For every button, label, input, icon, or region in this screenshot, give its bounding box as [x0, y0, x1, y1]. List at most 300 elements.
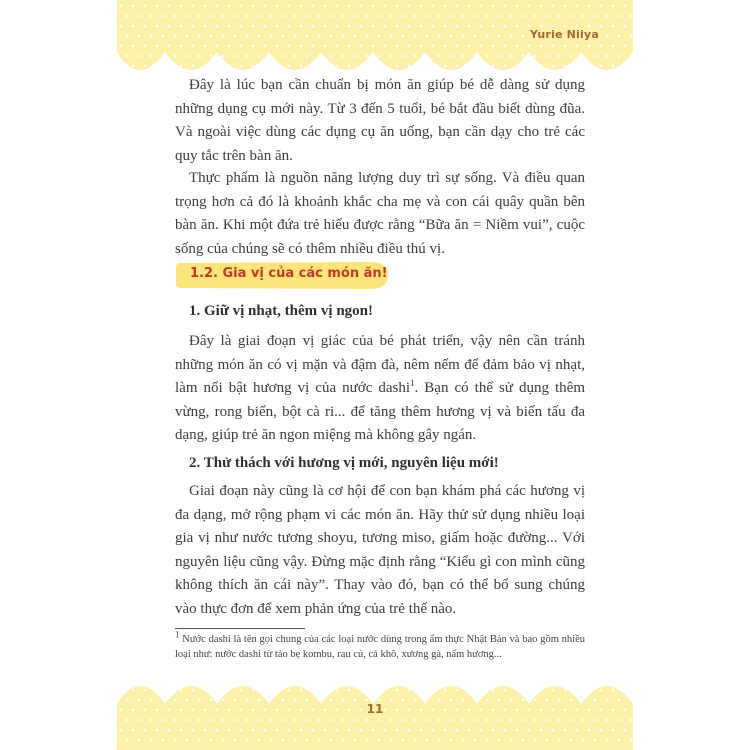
polka-dot	[390, 55, 393, 58]
polka-dot	[576, 45, 579, 48]
polka-dot	[264, 65, 267, 68]
polka-dot	[420, 65, 423, 68]
polka-dot	[312, 729, 315, 732]
polka-dot	[234, 35, 237, 38]
polka-dot	[384, 5, 387, 8]
polka-dot	[546, 739, 549, 742]
polka-dot	[402, 699, 405, 702]
polka-dot	[174, 35, 177, 38]
polka-dot	[174, 739, 177, 742]
polka-dot	[366, 55, 369, 58]
intro-paragraph-2: Thực phẩm là nguồn năng lượng duy trì sự sống. Và điều quan trọng hơn cả đó là khoảnh khắc cha mẹ và con cái quây quần bên bàn ăn. Khi một đứa trẻ hiểu được rằng “Bữa ăn = Niềm vui”, cuộc sống của chúng sẽ có thêm nhiều điều thú vị.	[175, 170, 585, 257]
polka-dot	[198, 15, 201, 18]
polka-dot	[438, 35, 441, 38]
polka-dot	[540, 689, 543, 692]
polka-dot	[462, 739, 465, 742]
polka-dot	[138, 739, 141, 742]
polka-dot	[276, 25, 279, 28]
polka-dot	[564, 729, 567, 732]
polka-dot	[612, 729, 615, 732]
polka-dot	[210, 739, 213, 742]
polka-dot	[300, 45, 303, 48]
polka-dot	[270, 15, 273, 18]
polka-dot	[318, 739, 321, 742]
polka-dot	[510, 739, 513, 742]
polka-dot	[408, 45, 411, 48]
polka-dot	[174, 55, 177, 58]
polka-dot	[552, 689, 555, 692]
polka-dot	[180, 65, 183, 68]
polka-dot	[570, 15, 573, 18]
polka-dot	[360, 5, 363, 8]
polka-dot	[534, 55, 537, 58]
polka-dot	[510, 719, 513, 722]
polka-dot	[144, 45, 147, 48]
bottom-decorative-band	[117, 684, 633, 750]
polka-dot	[420, 5, 423, 8]
polka-dot	[132, 689, 135, 692]
polka-dot	[258, 719, 261, 722]
polka-dot	[210, 15, 213, 18]
polka-dot	[564, 25, 567, 28]
polka-dot	[624, 729, 627, 732]
polka-dot	[306, 739, 309, 742]
polka-dot	[240, 25, 243, 28]
polka-dot	[204, 689, 207, 692]
polka-dot	[438, 739, 441, 742]
polka-dot	[222, 35, 225, 38]
polka-dot	[498, 15, 501, 18]
polka-dot	[552, 729, 555, 732]
polka-dot	[600, 65, 603, 68]
polka-dot	[582, 699, 585, 702]
polka-dot	[540, 65, 543, 68]
polka-dot	[276, 5, 279, 8]
polka-dot	[240, 729, 243, 732]
polka-dot	[216, 729, 219, 732]
polka-dot	[516, 729, 519, 732]
polka-dot	[216, 5, 219, 8]
footnote-text: Nước dashi là tên gọi chung của các loại nước dùng trong ẩm thực Nhật Bản và bao gồm nhiều loại như: nước dashi từ tảo bẹ kombu, rau củ, cá khô, xương gà, nấm hương...	[175, 634, 585, 660]
polka-dot	[618, 35, 621, 38]
polka-dot	[222, 55, 225, 58]
polka-dot	[210, 719, 213, 722]
polka-dot	[228, 689, 231, 692]
polka-dot	[312, 25, 315, 28]
polka-dot	[132, 25, 135, 28]
polka-dot	[288, 729, 291, 732]
polka-dot	[486, 699, 489, 702]
polka-dot	[210, 35, 213, 38]
polka-dot	[504, 45, 507, 48]
polka-dot	[630, 719, 633, 722]
polka-dot	[492, 689, 495, 692]
polka-dot	[180, 5, 183, 8]
polka-dot	[228, 5, 231, 8]
polka-dot	[120, 25, 123, 28]
polka-dot	[192, 729, 195, 732]
polka-dot	[354, 739, 357, 742]
polka-dot	[396, 25, 399, 28]
polka-dot	[222, 699, 225, 702]
polka-dot	[432, 65, 435, 68]
polka-dot	[234, 719, 237, 722]
polka-dot	[528, 5, 531, 8]
polka-dot	[312, 5, 315, 8]
author-name: Yurie Niiya	[529, 28, 599, 41]
polka-dot	[150, 35, 153, 38]
polka-dot	[282, 699, 285, 702]
polka-dot	[354, 55, 357, 58]
polka-dot	[552, 45, 555, 48]
polka-dot	[606, 719, 609, 722]
polka-dot	[306, 719, 309, 722]
polka-dot	[324, 689, 327, 692]
polka-dot	[126, 15, 129, 18]
polka-dot	[378, 35, 381, 38]
polka-dot	[516, 65, 519, 68]
polka-dot	[414, 35, 417, 38]
polka-dot	[210, 699, 213, 702]
polka-dot	[342, 719, 345, 722]
polka-dot	[516, 25, 519, 28]
polka-dot	[270, 55, 273, 58]
polka-dot	[444, 729, 447, 732]
polka-dot	[234, 15, 237, 18]
polka-dot	[168, 25, 171, 28]
subsection-1-text-end: . Bạn có thể sử dụng thêm vừng, rong biển, bột cà ri... để tăng thêm hương vị và biến tấu đa dạng, giúp trẻ ăn ngon miệng mà không gây ngán.	[175, 380, 585, 443]
polka-dot	[216, 689, 219, 692]
polka-dot	[162, 719, 165, 722]
polka-dot	[168, 729, 171, 732]
polka-dot	[120, 65, 123, 68]
polka-dot	[306, 15, 309, 18]
polka-dot	[396, 689, 399, 692]
polka-dot	[336, 729, 339, 732]
polka-dot	[366, 15, 369, 18]
polka-dot	[558, 719, 561, 722]
polka-dot	[168, 689, 171, 692]
polka-dot	[414, 699, 417, 702]
polka-dot	[180, 729, 183, 732]
polka-dot	[156, 689, 159, 692]
polka-dot	[318, 35, 321, 38]
polka-dot	[624, 65, 627, 68]
polka-dot	[408, 689, 411, 692]
polka-dot	[456, 729, 459, 732]
polka-dot	[150, 15, 153, 18]
polka-dot	[498, 35, 501, 38]
polka-dot	[462, 55, 465, 58]
polka-dot	[192, 65, 195, 68]
polka-dot	[204, 5, 207, 8]
polka-dot	[390, 739, 393, 742]
polka-dot	[582, 15, 585, 18]
polka-dot	[474, 699, 477, 702]
polka-dot	[420, 45, 423, 48]
polka-dot	[276, 689, 279, 692]
polka-dot	[486, 55, 489, 58]
polka-dot	[192, 25, 195, 28]
polka-dot	[360, 25, 363, 28]
polka-dot	[318, 15, 321, 18]
polka-dot	[570, 55, 573, 58]
polka-dot	[156, 45, 159, 48]
polka-dot	[276, 65, 279, 68]
polka-dot	[354, 15, 357, 18]
polka-dot	[396, 729, 399, 732]
polka-dot	[198, 55, 201, 58]
polka-dot	[618, 719, 621, 722]
polka-dot	[324, 729, 327, 732]
polka-dot	[444, 45, 447, 48]
polka-dot	[528, 689, 531, 692]
polka-dot	[324, 45, 327, 48]
polka-dot	[522, 55, 525, 58]
polka-dot	[612, 25, 615, 28]
polka-dot	[402, 739, 405, 742]
polka-dot	[288, 45, 291, 48]
polka-dot	[444, 25, 447, 28]
polka-dot	[384, 729, 387, 732]
polka-dot	[486, 719, 489, 722]
polka-dot	[420, 729, 423, 732]
polka-dot	[324, 5, 327, 8]
polka-dot	[588, 5, 591, 8]
polka-dot	[234, 739, 237, 742]
polka-dot	[300, 729, 303, 732]
polka-dot	[528, 729, 531, 732]
polka-dot	[234, 55, 237, 58]
polka-dot	[264, 5, 267, 8]
polka-dot	[456, 5, 459, 8]
polka-dot	[504, 65, 507, 68]
polka-dot	[282, 739, 285, 742]
polka-dot	[540, 5, 543, 8]
polka-dot	[402, 35, 405, 38]
polka-dot	[348, 5, 351, 8]
subsection-2-title: 2. Thử thách với hương vị mới, nguyên liệu mới!	[189, 455, 499, 471]
polka-dot	[264, 45, 267, 48]
polka-dot	[378, 739, 381, 742]
polka-dot	[486, 15, 489, 18]
polka-dot	[510, 15, 513, 18]
polka-dot	[372, 689, 375, 692]
polka-dot	[450, 15, 453, 18]
polka-dot	[378, 15, 381, 18]
polka-dot	[540, 729, 543, 732]
polka-dot	[132, 65, 135, 68]
polka-dot	[618, 739, 621, 742]
polka-dot	[366, 739, 369, 742]
polka-dot	[294, 739, 297, 742]
polka-dot	[150, 719, 153, 722]
polka-dot	[384, 45, 387, 48]
polka-dot	[186, 55, 189, 58]
subsection-1-title: 1. Giữ vị nhạt, thêm vị ngon!	[189, 303, 374, 319]
footnote-divider	[175, 628, 305, 629]
polka-dot	[306, 55, 309, 58]
polka-dot	[216, 65, 219, 68]
scalloped-band-bottom-graphic	[117, 684, 633, 750]
polka-dot	[120, 729, 123, 732]
polka-dot	[138, 35, 141, 38]
polka-dot	[192, 45, 195, 48]
polka-dot	[360, 729, 363, 732]
polka-dot	[534, 699, 537, 702]
polka-dot	[258, 699, 261, 702]
polka-dot	[384, 65, 387, 68]
polka-dot	[222, 719, 225, 722]
polka-dot	[240, 45, 243, 48]
polka-dot	[144, 25, 147, 28]
polka-dot	[162, 35, 165, 38]
polka-dot	[162, 739, 165, 742]
polka-dot	[414, 55, 417, 58]
polka-dot	[204, 65, 207, 68]
polka-dot	[300, 5, 303, 8]
polka-dot	[588, 65, 591, 68]
polka-dot	[420, 25, 423, 28]
polka-dot	[288, 689, 291, 692]
polka-dot	[426, 15, 429, 18]
polka-dot	[252, 729, 255, 732]
polka-dot	[162, 55, 165, 58]
polka-dot	[594, 15, 597, 18]
polka-dot	[522, 15, 525, 18]
polka-dot	[468, 45, 471, 48]
polka-dot	[306, 699, 309, 702]
polka-dot	[618, 15, 621, 18]
polka-dot	[612, 689, 615, 692]
polka-dot	[612, 5, 615, 8]
polka-dot	[594, 699, 597, 702]
polka-dot	[450, 739, 453, 742]
polka-dot	[474, 35, 477, 38]
polka-dot	[330, 55, 333, 58]
polka-dot	[426, 739, 429, 742]
polka-dot	[570, 699, 573, 702]
polka-dot	[282, 15, 285, 18]
polka-dot	[294, 55, 297, 58]
polka-dot	[444, 5, 447, 8]
polka-dot	[522, 699, 525, 702]
polka-dot	[558, 15, 561, 18]
polka-dot	[204, 45, 207, 48]
polka-dot	[576, 65, 579, 68]
polka-dot	[612, 45, 615, 48]
polka-dot	[606, 55, 609, 58]
polka-dot	[294, 15, 297, 18]
polka-dot	[264, 689, 267, 692]
polka-dot	[480, 689, 483, 692]
book-page	[117, 0, 633, 750]
polka-dot	[246, 739, 249, 742]
polka-dot	[270, 35, 273, 38]
polka-dot	[174, 719, 177, 722]
footnote	[175, 629, 585, 662]
polka-dot	[492, 45, 495, 48]
polka-dot	[486, 739, 489, 742]
polka-dot	[588, 45, 591, 48]
polka-dot	[282, 55, 285, 58]
polka-dot	[504, 5, 507, 8]
polka-dot	[372, 5, 375, 8]
polka-dot	[228, 65, 231, 68]
polka-dot	[402, 15, 405, 18]
polka-dot	[504, 25, 507, 28]
polka-dot	[600, 25, 603, 28]
polka-dot	[576, 5, 579, 8]
polka-dot	[324, 65, 327, 68]
polka-dot	[336, 689, 339, 692]
polka-dot	[564, 689, 567, 692]
polka-dot	[498, 699, 501, 702]
polka-dot	[582, 719, 585, 722]
polka-dot	[390, 15, 393, 18]
polka-dot	[468, 25, 471, 28]
polka-dot	[300, 689, 303, 692]
polka-dot	[258, 55, 261, 58]
polka-dot	[432, 25, 435, 28]
polka-dot	[618, 55, 621, 58]
polka-dot	[306, 35, 309, 38]
polka-dot	[228, 25, 231, 28]
polka-dot	[468, 729, 471, 732]
polka-dot	[468, 689, 471, 692]
polka-dot	[168, 45, 171, 48]
polka-dot	[522, 739, 525, 742]
polka-dot	[468, 65, 471, 68]
polka-dot	[504, 729, 507, 732]
polka-dot	[258, 35, 261, 38]
polka-dot	[366, 699, 369, 702]
polka-dot	[438, 699, 441, 702]
polka-dot	[336, 45, 339, 48]
polka-dot	[498, 719, 501, 722]
polka-dot	[336, 25, 339, 28]
polka-dot	[246, 699, 249, 702]
polka-dot	[516, 45, 519, 48]
polka-dot	[588, 729, 591, 732]
polka-dot	[150, 699, 153, 702]
polka-dot	[288, 65, 291, 68]
polka-dot	[126, 35, 129, 38]
polka-dot	[438, 15, 441, 18]
polka-dot	[582, 55, 585, 58]
polka-dot	[606, 699, 609, 702]
polka-dot	[318, 719, 321, 722]
polka-dot	[354, 35, 357, 38]
polka-dot	[252, 25, 255, 28]
polka-dot	[600, 5, 603, 8]
polka-dot	[252, 5, 255, 8]
polka-dot	[336, 65, 339, 68]
polka-dot	[162, 699, 165, 702]
polka-dot	[126, 719, 129, 722]
polka-dot	[408, 5, 411, 8]
polka-dot	[396, 65, 399, 68]
polka-dot	[126, 699, 129, 702]
polka-dot	[222, 15, 225, 18]
polka-dot	[348, 729, 351, 732]
polka-dot	[378, 699, 381, 702]
subsection-1-text-start: Đây là giai đoạn vị giác của bé phát triển, vậy nên cần tránh những món ăn có vị mặn và đậm đà, nêm nếm để đảm bảo vị nhạt, làm nổi bật hương vị của nước dashi	[175, 333, 585, 396]
polka-dot	[186, 699, 189, 702]
polka-dot	[144, 729, 147, 732]
polka-dot	[480, 45, 483, 48]
polka-dot	[162, 15, 165, 18]
